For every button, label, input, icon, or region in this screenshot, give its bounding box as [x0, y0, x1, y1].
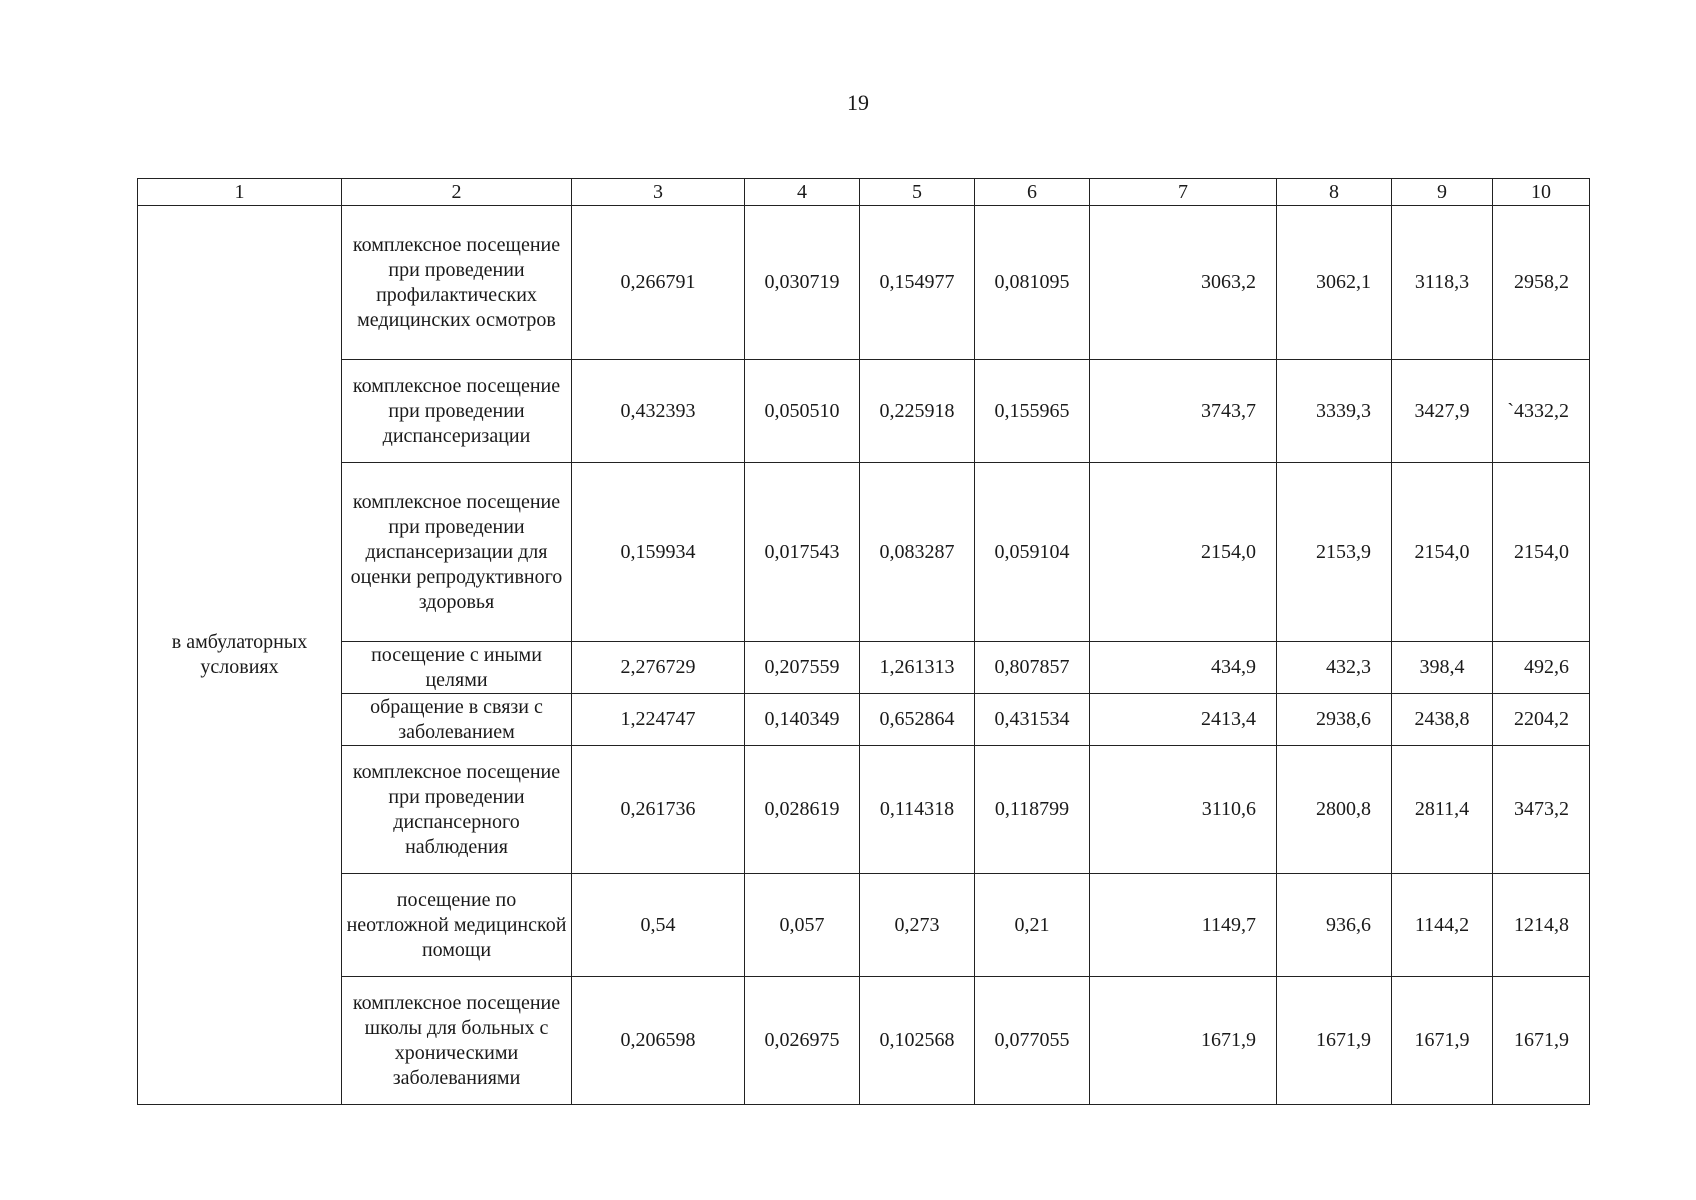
value-cell: 0,159934	[572, 463, 745, 642]
value-cell: 0,21	[975, 874, 1090, 977]
table-row	[138, 746, 1590, 874]
value-cell: 1671,9	[1493, 977, 1590, 1105]
value-cell: 1671,9	[1277, 977, 1392, 1105]
value-cell: 2153,9	[1277, 463, 1392, 642]
value-cell: 398,4	[1392, 642, 1493, 694]
column-header: 5	[860, 179, 975, 206]
value-cell: 3743,7	[1090, 360, 1277, 463]
value-cell: 2413,4	[1090, 694, 1277, 746]
row-label: комплексное посещение при проведении профилактических медицинских осмотров	[342, 206, 572, 360]
table-row	[138, 694, 1590, 746]
value-cell: 3063,2	[1090, 206, 1277, 360]
value-cell: 0,026975	[745, 977, 860, 1105]
value-cell: 0,266791	[572, 206, 745, 360]
page-number: 19	[847, 90, 869, 115]
value-cell: 0,030719	[745, 206, 860, 360]
value-cell: 2154,0	[1392, 463, 1493, 642]
column-header: 4	[745, 179, 860, 206]
value-cell: 0,807857	[975, 642, 1090, 694]
value-cell: 0,077055	[975, 977, 1090, 1105]
column-header: 2	[342, 179, 572, 206]
column-header: 9	[1392, 179, 1493, 206]
value-cell: 0,114318	[860, 746, 975, 874]
header-row	[138, 179, 1590, 206]
column-header: 3	[572, 179, 745, 206]
table-row	[138, 206, 1590, 360]
value-cell: 0,140349	[745, 694, 860, 746]
value-cell: 0,206598	[572, 977, 745, 1105]
value-cell: 2438,8	[1392, 694, 1493, 746]
row-label: комплексное посещение школы для больных с хроническими заболеваниями	[342, 977, 572, 1105]
value-cell: 3118,3	[1392, 206, 1493, 360]
value-cell: 936,6	[1277, 874, 1392, 977]
table-row	[138, 642, 1590, 694]
value-cell: 1149,7	[1090, 874, 1277, 977]
value-cell: 2958,2	[1493, 206, 1590, 360]
value-cell: 2154,0	[1493, 463, 1590, 642]
value-cell: 2,276729	[572, 642, 745, 694]
value-cell: `4332,2	[1493, 360, 1590, 463]
value-cell: 434,9	[1090, 642, 1277, 694]
value-cell: 3110,6	[1090, 746, 1277, 874]
value-cell: 0,154977	[860, 206, 975, 360]
column-header: 6	[975, 179, 1090, 206]
value-cell: 2204,2	[1493, 694, 1590, 746]
value-cell: 3062,1	[1277, 206, 1392, 360]
table-row	[138, 977, 1590, 1105]
value-cell: 3427,9	[1392, 360, 1493, 463]
table-row	[138, 874, 1590, 977]
value-cell: 0,431534	[975, 694, 1090, 746]
value-cell: 0,050510	[745, 360, 860, 463]
table-row	[138, 360, 1590, 463]
value-cell: 2938,6	[1277, 694, 1392, 746]
column-header: 8	[1277, 179, 1392, 206]
value-cell: 3339,3	[1277, 360, 1392, 463]
value-cell: 0,102568	[860, 977, 975, 1105]
row-label: комплексное посещение при проведении диспансеризации для оценки репродуктивного здоровья	[342, 463, 572, 642]
table-row	[138, 463, 1590, 642]
value-cell: 0,261736	[572, 746, 745, 874]
value-cell: 492,6	[1493, 642, 1590, 694]
value-cell: 0,017543	[745, 463, 860, 642]
column-header: 10	[1493, 179, 1590, 206]
value-cell: 1214,8	[1493, 874, 1590, 977]
value-cell: 3473,2	[1493, 746, 1590, 874]
value-cell: 0,225918	[860, 360, 975, 463]
value-cell: 1671,9	[1090, 977, 1277, 1105]
row-label: комплексное посещение при проведении диспансерного наблюдения	[342, 746, 572, 874]
column-header: 1	[138, 179, 342, 206]
row-label: посещение с иными целями	[342, 642, 572, 694]
value-cell: 0,54	[572, 874, 745, 977]
value-cell: 1671,9	[1392, 977, 1493, 1105]
row-label: обращение в связи с заболеванием	[342, 694, 572, 746]
value-cell: 0,273	[860, 874, 975, 977]
value-cell: 0,059104	[975, 463, 1090, 642]
value-cell: 1,261313	[860, 642, 975, 694]
value-cell: 0,081095	[975, 206, 1090, 360]
value-cell: 1,224747	[572, 694, 745, 746]
value-cell: 2811,4	[1392, 746, 1493, 874]
row-label: посещение по неотложной медицинской помощи	[342, 874, 572, 977]
data-table	[137, 178, 1590, 1105]
value-cell: 0,118799	[975, 746, 1090, 874]
value-cell: 0,028619	[745, 746, 860, 874]
value-cell: 2154,0	[1090, 463, 1277, 642]
row-label: комплексное посещение при проведении диспансеризации	[342, 360, 572, 463]
value-cell: 0,057	[745, 874, 860, 977]
value-cell: 1144,2	[1392, 874, 1493, 977]
value-cell: 0,652864	[860, 694, 975, 746]
value-cell: 2800,8	[1277, 746, 1392, 874]
value-cell: 0,207559	[745, 642, 860, 694]
column-header: 7	[1090, 179, 1277, 206]
value-cell: 0,432393	[572, 360, 745, 463]
value-cell: 0,155965	[975, 360, 1090, 463]
group-label-cell: в амбулаторных условиях	[138, 206, 342, 1105]
value-cell: 432,3	[1277, 642, 1392, 694]
value-cell: 0,083287	[860, 463, 975, 642]
